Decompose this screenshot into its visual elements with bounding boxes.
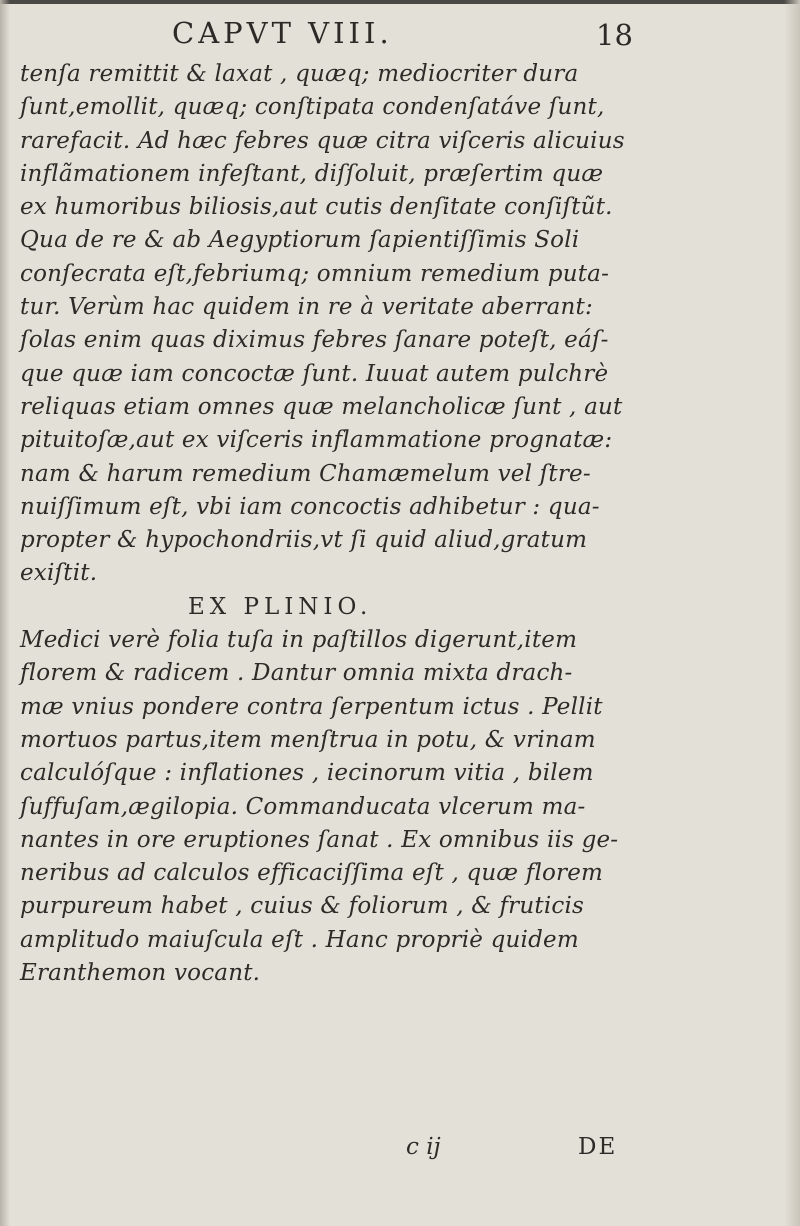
text-line: ex humoribus biliosis,aut cutis denſitate conſiſtũt. (20, 194, 613, 221)
text-line: Eranthemon vocant. (20, 960, 261, 987)
text-line: rarefacit. Ad hæc febres quæ citra viſceris alicuius (20, 127, 625, 154)
page-number: 18 (596, 18, 633, 52)
text-line: ſolas enim quas diximus febres ſanare poteſt, eáſ- (20, 327, 609, 354)
page-footer (0, 1134, 800, 1174)
catchword: DE (578, 1134, 618, 1160)
text-line: neribus ad calculos efficaciſſima eſt , quæ florem (20, 860, 604, 887)
text-line: Qua de re & ab Aegyptiorum ſapientiſſimis Soli (20, 227, 580, 254)
text-line: inflãmationem infeſtant, diſſoluit, præſertim quæ (20, 160, 604, 187)
text-line: nuiſſimum eſt, vbi iam concoctis adhibetur : qua- (20, 493, 600, 520)
page-edge-shadow (784, 0, 800, 1226)
text-line: propter & hypochondriis,vt ſi quid aliud,gratum (20, 527, 588, 554)
running-title: CAPVT VIII. (172, 16, 393, 50)
text-line: mæ vnius pondere contra ſerpentum ictus . Pellit (20, 693, 603, 720)
text-line: exiſtit. (20, 560, 98, 587)
text-line: purpureum habet , cuius & foliorum , & fruticis (20, 893, 585, 920)
text-line: amplitudo maiuſcula eſt . Hanc propriè quidem (20, 926, 579, 953)
text-line: Medici verè folia tuſa in paſtillos digerunt,item (20, 627, 578, 654)
page-top-edge (0, 0, 800, 4)
text-line: que quæ iam concoctæ ſunt. Iuuat autem pulchrè (20, 360, 609, 387)
text-line: reliquas etiam omnes quæ melancholicæ ſunt , aut (20, 393, 623, 420)
text-line: nantes in ore eruptiones ſanat . Ex omnibus iis ge- (20, 826, 619, 853)
text-line: pituitoſæ,aut ex viſceris inflammatione prognatæ: (20, 427, 613, 454)
text-line: ſuffuſam,ægilopia. Commanducata vlcerum ma- (20, 793, 586, 820)
section-heading: EX PLINIO. (188, 593, 373, 620)
signature-mark: c ij (406, 1134, 441, 1160)
page-header (0, 10, 800, 54)
text-line: florem & radicem . Dantur omnia mixta drach- (20, 660, 573, 687)
text-line: ſunt,emollit, quæq; conſtipata condenſatáve ſunt, (20, 94, 605, 121)
body-text (20, 58, 660, 990)
text-line: tenſa remittit & laxat , quæq; mediocriter dura (20, 61, 579, 87)
text-line: tur. Verùm hac quidem in re à veritate aberrant: (20, 294, 593, 321)
text-line: nam & harum remedium Chamæmelum vel ſtre- (20, 460, 591, 487)
text-line: calculóſque : inflationes , iecinorum vitia , bilem (20, 760, 594, 787)
text-line: conſecrata eſt,febriumq; omnium remedium puta- (20, 260, 610, 287)
text-line: mortuos partus,item menſtrua in potu, & vrinam (20, 726, 596, 753)
gutter-shadow (0, 0, 10, 1226)
